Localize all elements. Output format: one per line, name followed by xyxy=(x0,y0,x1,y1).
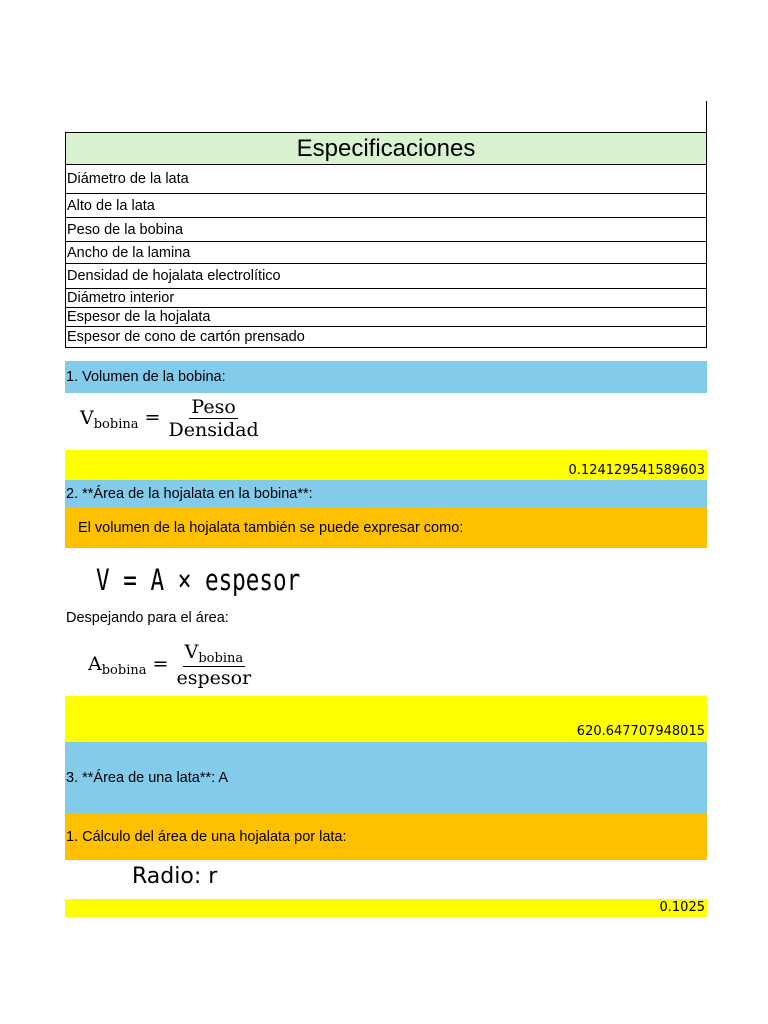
formula-lhs: $A_{bobina}$ xyxy=(88,653,147,678)
despejando-text: Despejando para el área: xyxy=(66,610,229,626)
spec-row-peso[interactable]: Peso de la bobina xyxy=(66,218,706,242)
formula-lhs: $V_{bobina}$ xyxy=(80,406,139,432)
formula-fraction: $\frac{V_{bobina}}{\text{espesor}}$ xyxy=(176,641,252,689)
formula-radio: Radio: r xyxy=(132,864,218,889)
note-volumen-hojalata[interactable]: El volumen de la hojalata también se puede expresar como: xyxy=(65,508,707,548)
result-volumen[interactable]: 0.124129541589603 xyxy=(65,450,707,480)
formula-fraction: $\frac{\text{Peso}}{\text{Densidad}}$ xyxy=(168,396,259,441)
spec-row-alto[interactable]: Alto de la lata xyxy=(66,194,706,218)
section-volumen-label[interactable]: 1. Volumen de la bobina: xyxy=(65,361,707,393)
spec-row-diametro[interactable]: Diámetro de la lata xyxy=(66,165,706,194)
section-calculo-area-label[interactable]: 1. Cálculo del área de una hojalata por lata: xyxy=(65,814,707,860)
spec-row-espesor-hojalata[interactable]: Espesor de la hojalata xyxy=(66,308,706,327)
result-radio[interactable]: 0.1025 xyxy=(65,899,707,917)
formula-v-a-espesor: V = A × espesor xyxy=(96,563,301,597)
specifications-title: Especificaciones xyxy=(66,133,706,165)
spec-row-ancho[interactable]: Ancho de la lamina xyxy=(66,242,706,264)
spec-row-espesor-cono[interactable]: Espesor de cono de cartón prensado xyxy=(67,329,305,345)
spec-row-diametro-interior[interactable]: Diámetro interior xyxy=(66,289,706,308)
spec-row-densidad[interactable]: Densidad de hojalata electrolítico xyxy=(66,264,706,289)
formula-area-bobina: $A_{bobina}$ = $\frac{V_{bobina}}{\text{espesor}}$ xyxy=(88,641,252,689)
vertical-gridline xyxy=(706,101,707,132)
result-area-bobina[interactable]: 620.647707948015 xyxy=(65,696,707,742)
section-area-lata-label[interactable]: 3. **Área de una lata**: A xyxy=(65,742,707,814)
section-area-bobina-label[interactable]: 2. **Área de la hojalata en la bobina**: xyxy=(65,480,707,508)
formula-volumen-bobina: $V_{bobina}$ = $\frac{\text{Peso}}{\text{Densidad}}$ xyxy=(80,396,259,441)
specifications-table xyxy=(65,132,707,348)
